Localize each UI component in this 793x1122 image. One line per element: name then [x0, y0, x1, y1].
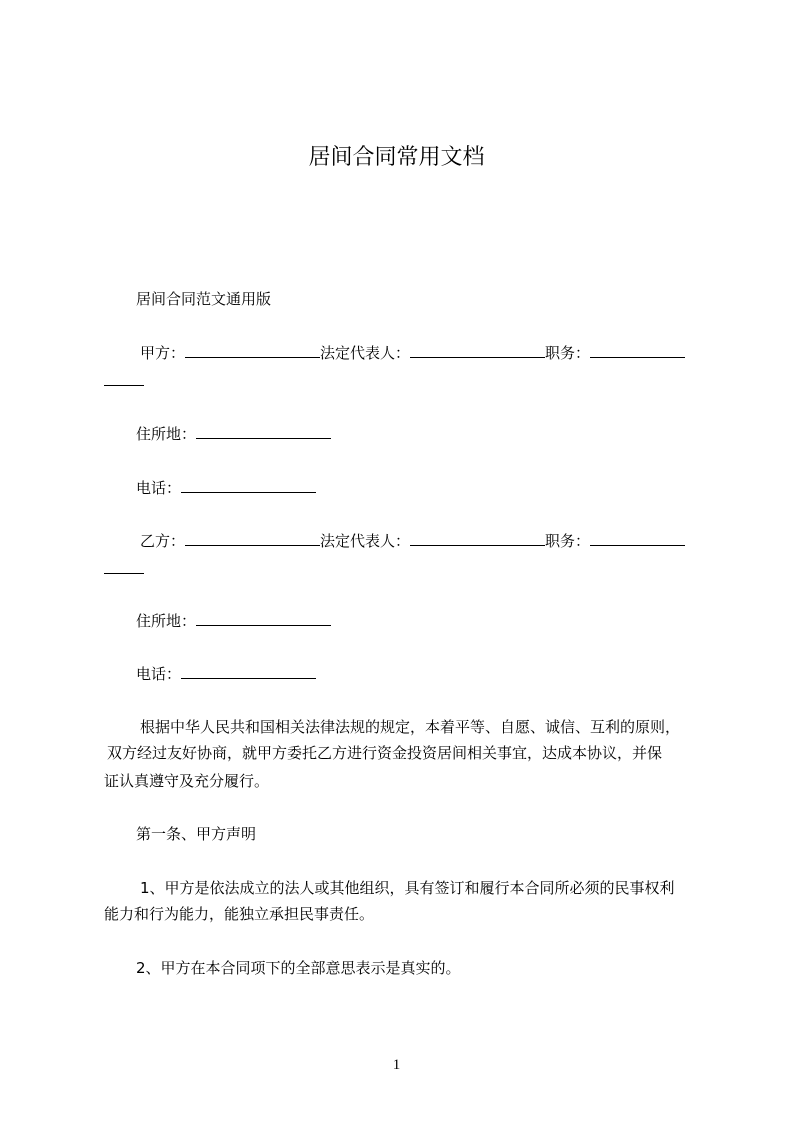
- party-a-address-label: 住所地：: [136, 425, 197, 443]
- party-a-position-label: 职务：: [545, 344, 591, 362]
- party-a-phone-row: [136, 477, 316, 499]
- party-a-position-blank-cont: [104, 371, 144, 386]
- party-a-rep-label: 法定代表人：: [320, 344, 411, 362]
- party-b-phone-row: [136, 663, 316, 685]
- party-b-position-blank-cont: [104, 559, 144, 574]
- party-a-name-blank: [185, 343, 320, 358]
- preamble-line-2: 双方经过友好协商，就甲方委托乙方进行资金投资居间相关事宜，达成本协议，并保: [107, 744, 663, 762]
- party-a-row: [140, 342, 685, 364]
- party-b-rep-label: 法定代表人：: [320, 532, 411, 550]
- page-number: 1: [392, 1057, 401, 1073]
- preamble-line-3: 证认真遵守及充分履行。: [104, 772, 270, 790]
- party-b-label: 乙方：: [140, 532, 186, 550]
- party-b-phone-blank: [181, 664, 316, 679]
- article-1-item-1-line-1: 1、甲方是依法成立的法人或其他组织，具有签订和履行本合同所必须的民事权利: [140, 879, 675, 897]
- party-b-address-blank: [196, 611, 331, 626]
- party-b-phone-label: 电话：: [136, 665, 182, 683]
- party-a-label: 甲方：: [140, 344, 186, 362]
- article-1-heading: 第一条、甲方声明: [136, 825, 257, 843]
- party-a-rep-blank: [410, 343, 545, 358]
- party-b-row-wrap: [104, 558, 144, 580]
- document-subtitle: 居间合同范文通用版: [136, 290, 272, 308]
- party-a-phone-blank: [181, 478, 316, 493]
- party-a-row-wrap: [104, 370, 144, 392]
- party-a-address-blank: [196, 424, 331, 439]
- preamble-line-1: 根据中华人民共和国相关法律法规的规定，本着平等、自愿、诚信、互利的原则，: [140, 718, 681, 736]
- party-b-name-blank: [185, 531, 320, 546]
- party-b-row: [140, 530, 685, 552]
- article-1-item-1-line-2: 能力和行为能力，能独立承担民事责任。: [104, 905, 375, 923]
- party-b-rep-blank: [410, 531, 545, 546]
- party-a-address-row: [136, 423, 331, 445]
- party-a-position-blank: [590, 343, 685, 358]
- party-b-position-label: 职务：: [545, 532, 591, 550]
- document-title: 居间合同常用文档: [308, 145, 485, 170]
- party-b-address-row: [136, 610, 331, 632]
- article-1-item-2: 2、甲方在本合同项下的全部意思表示是真实的。: [136, 959, 461, 977]
- party-b-position-blank: [590, 531, 685, 546]
- party-b-address-label: 住所地：: [136, 612, 197, 630]
- party-a-phone-label: 电话：: [136, 479, 182, 497]
